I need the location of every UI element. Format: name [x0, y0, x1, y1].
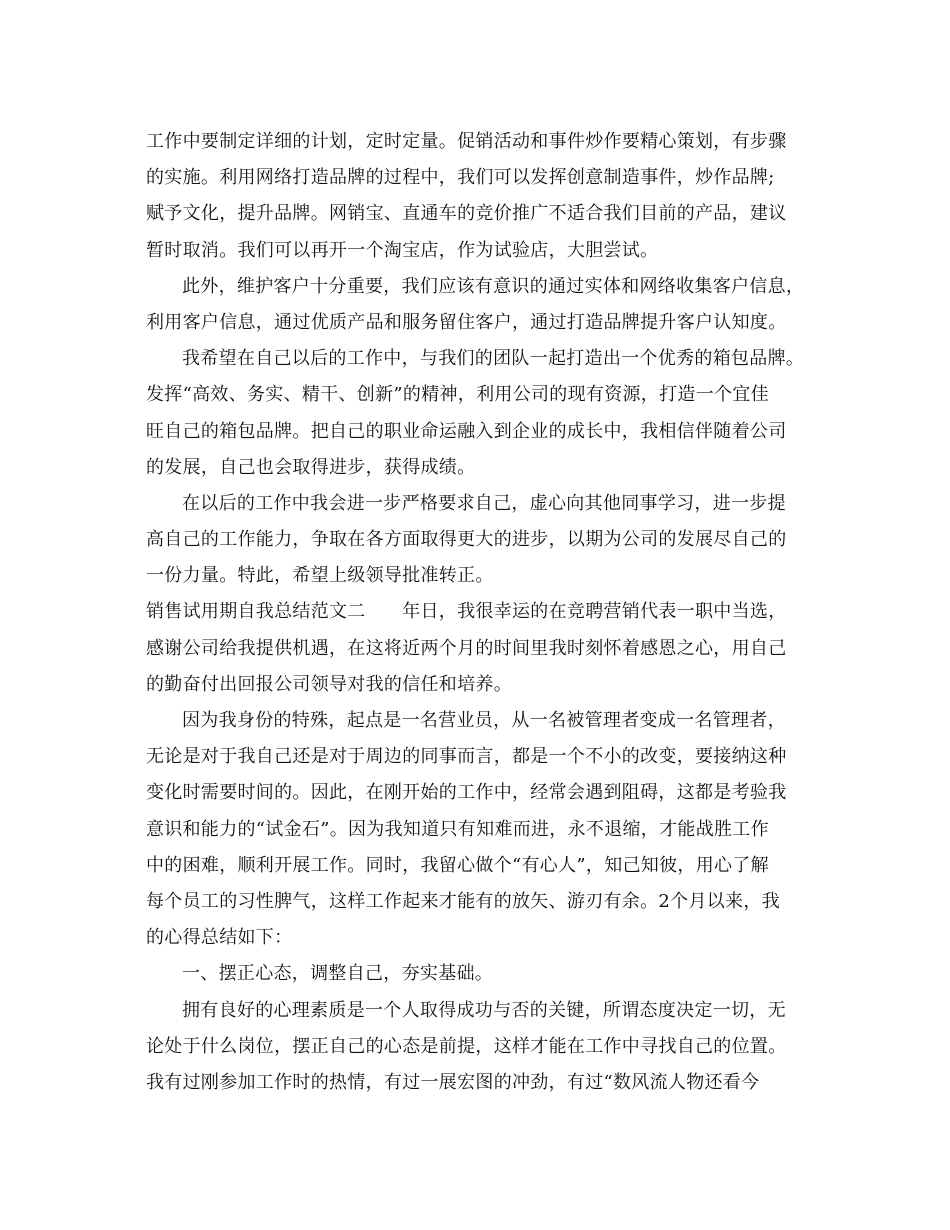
text-line: 在以后的工作中我会进一步严格要求自己，虚心向其他同事学习，进一步提 — [182, 492, 786, 514]
text-line: 的勤奋付出回报公司领导对我的信任和培养。 — [146, 673, 512, 695]
text-line: 此外，维护客户十分重要，我们应该有意识的通过实体和网络收集客户信息， — [182, 275, 805, 297]
text-line: 中的困难，顺利开展工作。同时，我留心做个“有心人”，知己知彼，用心了解 — [146, 854, 769, 876]
text-line: 意识和能力的“试金石”。因为我知道只有知难而进，永不退缩，才能战胜工作 — [146, 818, 769, 840]
text-line: 的实施。利用网络打造品牌的过程中，我们可以发挥创意制造事件，炒作品牌; — [146, 167, 775, 189]
text-line: 感谢公司给我提供机遇，在这将近两个月的时间里我时刻怀着感恩之心，用自己 — [146, 637, 787, 659]
text-line: 高自己的工作能力，争取在各方面取得更大的进步，以期为公司的发展尽自己的 — [146, 529, 787, 551]
text-line: 我有过刚参加工作时的热情，有过一展宏图的冲劲，有过“数风流人物还看今 — [146, 1071, 760, 1093]
text-line: 旺自己的箱包品牌。把自己的职业命运融入到企业的成长中，我相信伴随着公司 — [146, 420, 787, 442]
text-line: 我希望在自己以后的工作中，与我们的团队一起打造出一个优秀的箱包品牌。 — [182, 348, 805, 370]
text-line: 暂时取消。我们可以再开一个淘宝店，作为试验店，大胆尝试。 — [146, 239, 659, 261]
document-body — [146, 124, 806, 1101]
text-line: 论处于什么岗位，摆正自己的心态是前提，这样才能在工作中寻找自己的位置。 — [146, 1035, 787, 1057]
text-line: 发挥“高效、务实、精干、创新”的精神，利用公司的现有资源，打造一个宜佳 — [146, 384, 769, 406]
text-line: 每个员工的习性脾气，这样工作起来才能有的放矢、游刃有余。2个月以来，我 — [146, 890, 780, 912]
text-line: 赋予文化，提升品牌。网销宝、直通车的竞价推广不适合我们目前的产品，建议 — [146, 203, 787, 225]
text-line: 因为我身份的特殊，起点是一名营业员，从一名被管理者变成一名管理者， — [182, 710, 786, 731]
text-line: 销售试用期自我总结范文二 年日，我很幸运的在竞聘营销代表一职中当选， — [146, 601, 787, 623]
text-line: 一份力量。特此，希望上级领导批准转正。 — [146, 565, 494, 587]
text-line: 拥有良好的心理素质是一个人取得成功与否的关键，所谓态度决定一切，无 — [182, 999, 786, 1021]
text-line: 工作中要制定详细的计划，定时定量。促销活动和事件炒作要精心策划，有步骤 — [146, 131, 787, 152]
text-line: 的心得总结如下： — [146, 927, 293, 949]
text-line: 一、摆正心态，调整自己，夯实基础。 — [182, 963, 494, 985]
text-line: 变化时需要时间的。因此，在刚开始的工作中，经常会遇到阻碍，这都是考验我 — [146, 782, 787, 804]
text-line: 利用客户信息，通过优质产品和服务留住客户，通过打造品牌提升客户认知度。 — [146, 311, 787, 333]
text-line: 的发展，自己也会取得进步，获得成绩。 — [146, 456, 476, 478]
text-line: 无论是对于我自己还是对于周边的同事而言，都是一个不小的改变，要接纳这种 — [146, 746, 787, 768]
